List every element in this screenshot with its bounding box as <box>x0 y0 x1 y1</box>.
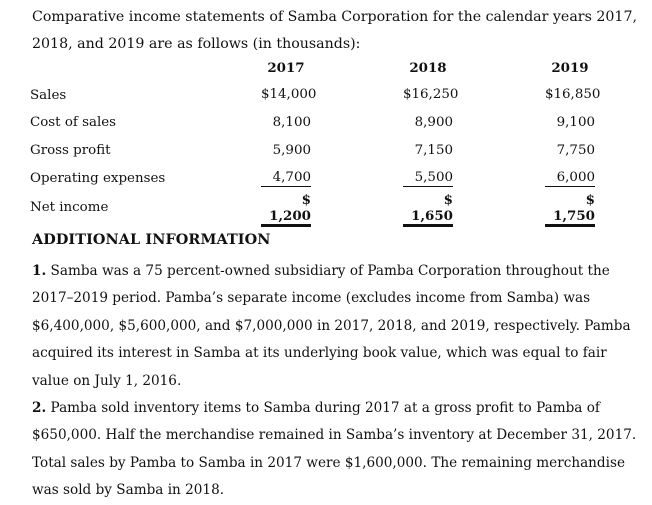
note-number: 2. <box>32 400 47 417</box>
table-row-net-income <box>30 192 641 224</box>
income-statement-table <box>30 54 641 224</box>
table-header-row <box>30 54 641 82</box>
cell-value: $16,850 <box>545 87 601 103</box>
cell-value-total: $ 1,650 <box>403 192 453 224</box>
row-label: Net income <box>30 200 109 216</box>
cell-value: $16,250 <box>403 87 459 103</box>
additional-info-notes <box>32 258 644 505</box>
cell-value: 9,100 <box>556 114 595 130</box>
row-label: Gross profit <box>30 143 111 159</box>
cell-value-underlined: 4,700 <box>261 170 311 187</box>
cell-value: 5,900 <box>272 142 311 158</box>
additional-info-heading: ADDITIONAL INFORMATION <box>32 231 271 248</box>
cell-value-underlined: 6,000 <box>545 170 595 187</box>
header-year-2018: 2018 <box>409 59 447 76</box>
header-label-cell <box>30 54 215 82</box>
note-text: Samba was a 75 percent-owned subsidiary of Pamba Corporation throughout the 2017–2019 period. Pamba’s separate income (excludes income from Samba) was $6,400,000, $5,600,000, and $7,000,000 in 2017, 2018, and 2019, respectively. Pamba acquired its interest in Samba at its underlying book value, which was equal to fair value on July 1, 2016. <box>32 263 631 389</box>
table-row-operating-expenses <box>30 164 641 192</box>
row-label: Sales <box>30 87 67 103</box>
cell-value-total: $ 1,750 <box>545 192 595 224</box>
cell-value-underlined: 5,500 <box>403 170 453 187</box>
row-label: Cost of sales <box>30 115 117 131</box>
cell-value: $14,000 <box>261 87 317 103</box>
table-row-sales <box>30 82 641 110</box>
cell-value: 8,100 <box>272 114 311 130</box>
note-text: Pamba sold inventory items to Samba during 2017 at a gross profit to Pamba of $650,000. Half the merchandise remained in Samba’s inventory at December 31, 2017. Total sales by Pamba to Samba in 2017 were $1,600,000. The remaining merchandise was sold by Samba in 2018. <box>32 400 637 499</box>
cell-value: 8,900 <box>414 114 453 130</box>
row-label: Operating expenses <box>30 170 166 186</box>
note-number: 1. <box>32 263 47 279</box>
cell-value-total: $ 1,200 <box>261 192 311 224</box>
table-row-gross-profit <box>30 137 641 165</box>
table-row-cost-of-sales <box>30 109 641 137</box>
header-year-2017: 2017 <box>267 59 305 76</box>
cell-value: 7,150 <box>414 142 453 158</box>
header-year-2019: 2019 <box>551 59 589 76</box>
cell-value: 7,750 <box>556 142 595 158</box>
intro-paragraph: Comparative income statements of Samba Corporation for the calendar years 2017, 2018, and 2019 are as follows (in thousands): <box>32 9 637 52</box>
